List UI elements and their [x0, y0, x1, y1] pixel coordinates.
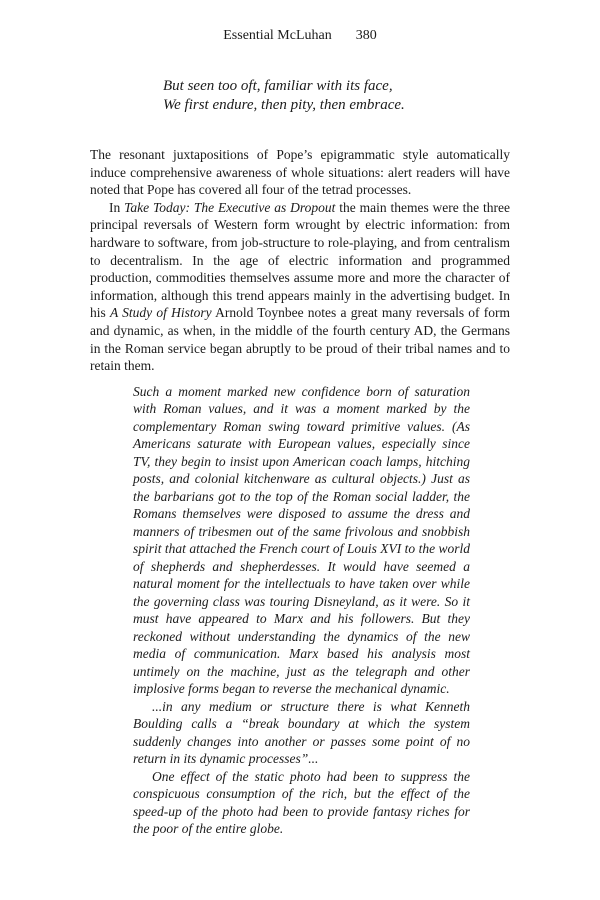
- paragraph-2-seg-2: the main themes were the three principal reversals of Western form wrought by electric information: from hardware to software, from job-structure to role-playing, and from centralism to decentralism. In the age of electric information and programmed production, commodities themselves assume more and more the character of information, although this trend appears mainly in the advertising budget. In his: [90, 199, 510, 321]
- epigraph: [163, 77, 405, 114]
- block-quotation: [133, 383, 470, 838]
- book-title: Essential McLuhan: [223, 28, 332, 43]
- quote-paragraph-1: Such a moment marked new confidence born of saturation with Roman values, and it was a moment marked by the complementary Roman swing toward primitive values. (As Americans saturate with European values, especially since TV, they begin to insist upon American coach lamps, hitching posts, and colonial kitchenware as cultural objects.) Just as the barbarians got to the top of the Roman social ladder, the Romans themselves were disposed to assume the dress and manners of tribesmen out of the same frivolous and snobbish spirit that attached the French court of Louis XVI to the world of shepherds and shepherdesses. It would have seemed a natural moment for the intellectuals to have taken over while the governing class was touring Disneyland, as it were. So it must have appeared to Marx and his followers. But they reckoned without understanding the dynamics of the new media of communication. Marx based his analysis most untimely on the machine, just as the telegraph and other implosive forms began to reverse the mechanical dynamic.: [133, 383, 470, 697]
- quote-paragraph-3: One effect of the static photo had been to suppress the conspicuous consumption of the rich, but the effect of the speed-up of the photo had been to provide fantasy riches for the poor of the entire globe.: [133, 768, 470, 837]
- book-title-a-study-of-history: A Study of History: [109, 305, 212, 321]
- quote-paragraph-2: ...in any medium or structure there is what Kenneth Boulding calls a “break boundary at which the system suddenly changes into another or passes some point of no return in its dynamic processes”...: [133, 698, 470, 767]
- epigraph-line-1: But seen too oft, familiar with its face,: [163, 78, 393, 94]
- body-text: [90, 146, 510, 838]
- paragraph-2-seg-1: In: [109, 199, 125, 215]
- running-header: [0, 28, 600, 44]
- book-title-take-today: Take Today: The Executive as Dropout: [124, 199, 336, 215]
- page-number: 380: [355, 28, 377, 43]
- paragraph-2-seg-3: Arnold Toynbee notes a great many reversals of form and dynamic, as when, in the middle of the fourth century AD, the Germans in the Roman service began abruptly to be proud of their tribal names and to retain them.: [90, 305, 510, 374]
- paragraph-2: [90, 199, 510, 375]
- epigraph-line-2: We first endure, then pity, then embrace.: [163, 96, 405, 113]
- paragraph-1: The resonant juxtapositions of Pope’s epigrammatic style automatically induce comprehensive awareness of whole situations: alert readers will have noted that Pope has covered all four of the tetrad processes.: [90, 147, 510, 198]
